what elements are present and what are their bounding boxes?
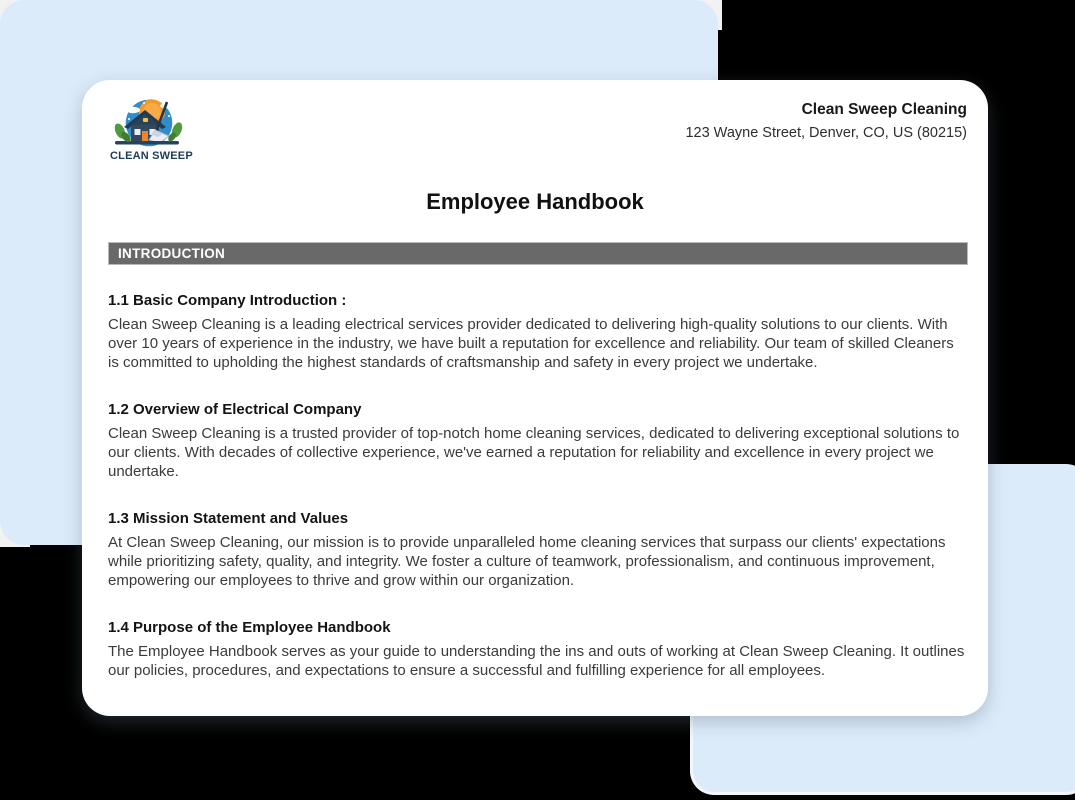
- company-logo: [110, 97, 193, 162]
- section-heading: 1.2 Overview of Electrical Company: [108, 401, 362, 418]
- section-heading: 1.3 Mission Statement and Values: [108, 510, 349, 527]
- section-text: Clean Sweep Cleaning is a leading electrical services provider dedicated to delivering high-quality solutions to our clients. With over 10 years of experience in the industry, we have built a reputation for excellence and reliability. Our team of skilled Cleaners is committed to upholding the highest standards of craftsmanship and safety in every project we undertake.: [108, 316, 954, 371]
- document-card: [82, 80, 988, 716]
- house-broom-badge-icon: [111, 97, 187, 149]
- document-body: [82, 291, 988, 680]
- section-text: At Clean Sweep Cleaning, our mission is to provide unparalleled home cleaning services that surpass our clients' expectations while prioritizing safety, quality, and integrity. We foster a culture of teamwork, professionalism, and continuous improvement, empowering our employees to thrive and grow within our organization.: [108, 534, 946, 589]
- section-text: Clean Sweep Cleaning is a trusted provider of top-notch home cleaning services, dedicated to delivering exceptional solutions to our clients. With decades of collective experience, we've earned a reputation for reliability and excellence in every project we undertake.: [108, 425, 960, 480]
- document-title: Employee Handbook: [426, 189, 644, 214]
- company-name: Clean Sweep Cleaning: [801, 101, 967, 118]
- section-1-2: [108, 400, 968, 481]
- section-1-4: [108, 618, 968, 680]
- section-text: The Employee Handbook serves as your guide to understanding the ins and outs of working at Clean Sweep Cleaning. It outlines our policies, procedures, and expectations to ensure a successful and fulfilling experience for all employees.: [108, 643, 965, 679]
- document-header: [82, 80, 988, 166]
- section-1-1: [108, 291, 968, 372]
- section-heading: 1.4 Purpose of the Employee Handbook: [108, 619, 391, 636]
- section-1-3: [108, 509, 968, 590]
- company-address: 123 Wayne Street, Denver, CO, US (80215): [685, 125, 967, 141]
- logo-wordmark: CLEAN SWEEP: [110, 150, 193, 162]
- section-heading: 1.1 Basic Company Introduction :: [108, 292, 347, 309]
- company-info: [685, 97, 967, 141]
- introduction-section-bar: [108, 242, 968, 265]
- section-bar-label: INTRODUCTION: [118, 246, 226, 261]
